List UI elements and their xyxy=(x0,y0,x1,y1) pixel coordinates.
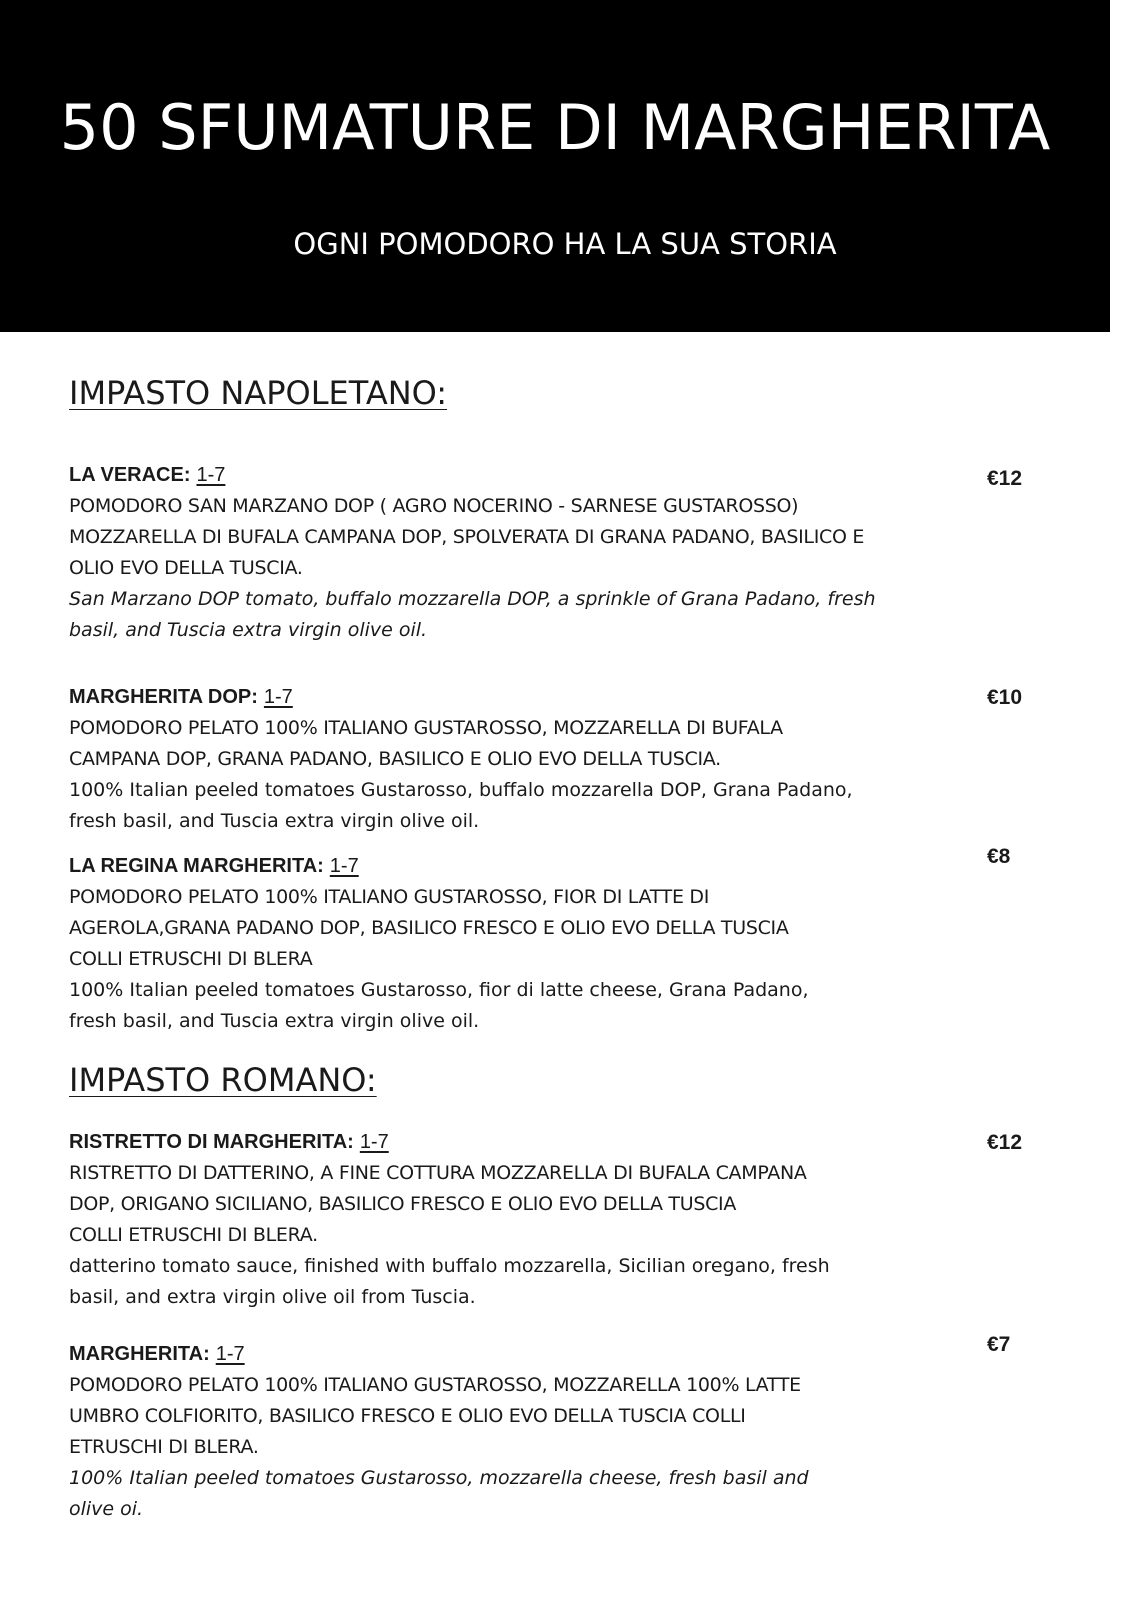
allergens-link[interactable]: 1-7 xyxy=(215,1343,245,1365)
menu-item-description: POMODORO PELATO 100% ITALIANO GUSTAROSSO, MOZZARELLA 100% LATTE UMBRO COLFIORITO, BASILICO FRESCO E OLIO EVO DELLA TUSCIA COLLI ETRUSCHI DI BLERA. xyxy=(69,1374,801,1458)
menu-item-price: €12 xyxy=(987,467,1023,490)
menu-item-price: €12 xyxy=(987,1131,1023,1154)
menu-item-translation: San Marzano DOP tomato, buffalo mozzarella DOP, a sprinkle of Grana Padano, fresh basil, and Tuscia extra virgin olive oil. xyxy=(69,588,876,641)
menu-item-description: POMODORO SAN MARZANO DOP ( AGRO NOCERINO - SARNESE GUSTAROSSO) MOZZARELLA DI BUFALA CAMPANA DOP, SPOLVERATA DI GRANA PADANO, BASILICO E OLIO EVO DELLA TUSCIA. xyxy=(69,495,865,579)
section-title-napoletano: IMPASTO NAPOLETANO: xyxy=(69,374,448,412)
menu-item-description: POMODORO PELATO 100% ITALIANO GUSTAROSSO, MOZZARELLA DI BUFALA CAMPANA DOP, GRANA PADANO, BASILICO E OLIO EVO DELLA TUSCIA. xyxy=(69,717,783,770)
allergens-link[interactable]: 1-7 xyxy=(329,855,359,877)
menu-item-translation: 100% Italian peeled tomatoes Gustarosso, buffalo mozzarella DOP, Grana Padano, fresh basil, and Tuscia extra virgin olive oil. xyxy=(69,779,853,832)
menu-item-description: POMODORO PELATO 100% ITALIANO GUSTAROSSO, FIOR DI LATTE DI AGEROLA,GRANA PADANO DOP, BASILICO FRESCO E OLIO EVO DELLA TUSCIA COLLI ETRUSCHI DI BLERA xyxy=(69,886,789,970)
menu-item-name: LA VERACE: xyxy=(69,464,191,486)
menu-item-translation: datterino tomato sauce, finished with buffalo mozzarella, Sicilian oregano, fresh basil, and extra virgin olive oil from Tuscia. xyxy=(69,1255,830,1308)
menu-item-name: MARGHERITA DOP: xyxy=(69,686,258,708)
menu-item-description: RISTRETTO DI DATTERINO, A FINE COTTURA MOZZARELLA DI BUFALA CAMPANA DOP, ORIGANO SICILIANO, BASILICO FRESCO E OLIO EVO DELLA TUSCIA COLLI ETRUSCHI DI BLERA. xyxy=(69,1162,807,1246)
page-title: 50 SFUMATURE DI MARGHERITA xyxy=(59,91,1051,164)
menu-item-heading xyxy=(69,1339,929,1370)
menu-item-translation: 100% Italian peeled tomatoes Gustarosso, mozzarella cheese, fresh basil and olive oi. xyxy=(69,1467,809,1520)
allergens-link[interactable]: 1-7 xyxy=(359,1131,389,1153)
menu-item-name: LA REGINA MARGHERITA: xyxy=(69,855,324,877)
menu-header xyxy=(0,0,1110,332)
menu-item-price: €7 xyxy=(987,1333,1011,1356)
menu-item-price: €8 xyxy=(987,845,1011,868)
menu-item-la-regina-margherita xyxy=(69,851,929,1037)
menu-item-translation: 100% Italian peeled tomatoes Gustarosso, fior di latte cheese, Grana Padano, fresh basil, and Tuscia extra virgin olive oil. xyxy=(69,979,809,1032)
allergens-link[interactable]: 1-7 xyxy=(196,464,226,486)
menu-item-la-verace xyxy=(69,460,929,646)
allergens-link[interactable]: 1-7 xyxy=(263,686,293,708)
menu-item-heading xyxy=(69,851,929,882)
section-title-romano: IMPASTO ROMANO: xyxy=(69,1061,377,1099)
menu-item-margherita-dop xyxy=(69,682,929,837)
menu-item-name: MARGHERITA: xyxy=(69,1343,210,1365)
menu-item-heading xyxy=(69,460,929,491)
menu-item-ristretto-di-margherita xyxy=(69,1127,929,1313)
menu-item-heading xyxy=(69,682,929,713)
menu-item-heading xyxy=(69,1127,929,1158)
menu-item-margherita xyxy=(69,1339,929,1525)
menu-item-price: €10 xyxy=(987,686,1023,709)
menu-item-name: RISTRETTO DI MARGHERITA: xyxy=(69,1131,354,1153)
page-subtitle: OGNI POMODORO HA LA SUA STORIA xyxy=(293,227,837,261)
